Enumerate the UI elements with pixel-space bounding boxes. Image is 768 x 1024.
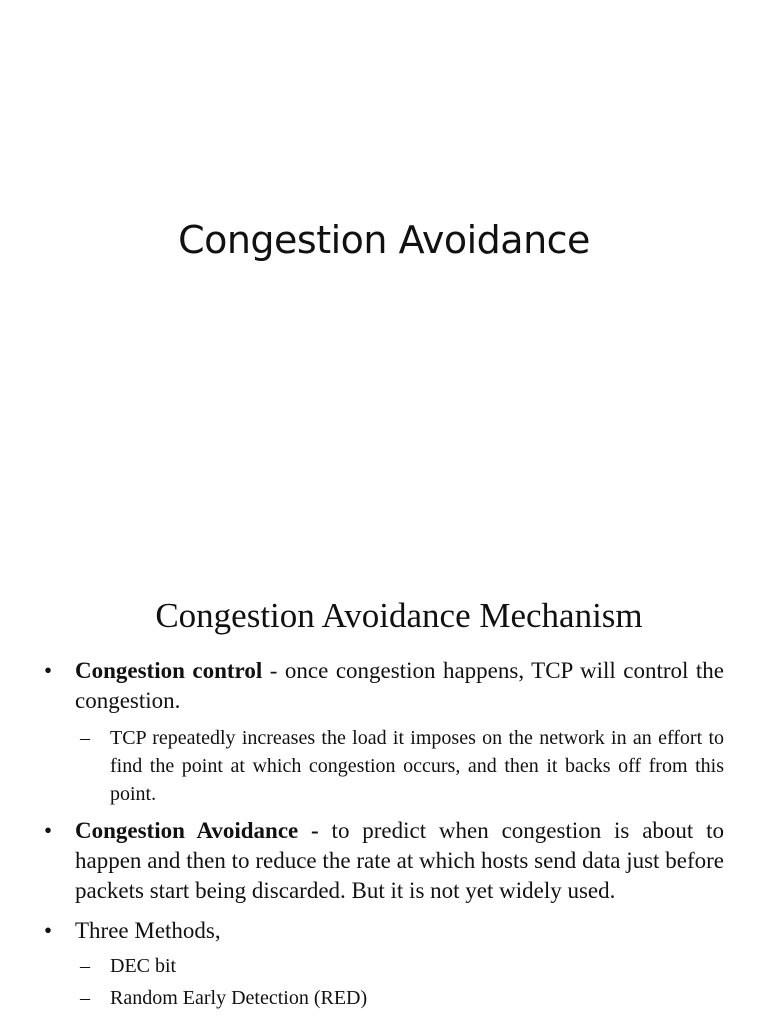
sub-bullet-text: DEC bit (110, 955, 177, 977)
bullet-mark: • (44, 658, 53, 683)
sub-bullet-mark: – (80, 955, 90, 977)
sub-bullet-tcp-load (44, 724, 724, 808)
bullet-text: Three Methods, (75, 918, 221, 943)
bullet-congestion-control (44, 656, 724, 716)
bullet-term: Congestion Avoidance - (75, 818, 319, 843)
slide2-content (44, 656, 724, 1012)
slide1-title: Congestion Avoidance (178, 218, 590, 262)
bullet-three-methods (44, 916, 724, 946)
slide2-title: Congestion Avoidance Mechanism (155, 596, 643, 635)
bullet-term: Congestion control (75, 658, 263, 683)
sub-bullet-mark: – (80, 727, 90, 749)
bullet-text: to predict when congestion is about to happen and then to reduce the rate at which hosts send data just before packets start being discarded. But it is not yet widely used. (75, 818, 725, 903)
sub-bullet-red (44, 984, 724, 1012)
bullet-mark: • (44, 918, 53, 943)
bullet-mark: • (44, 818, 53, 843)
sub-bullet-dec-bit (44, 952, 724, 980)
bullet-congestion-avoidance (44, 816, 724, 906)
sub-bullet-mark: – (80, 987, 90, 1009)
sub-bullet-text: Random Early Detection (RED) (110, 987, 368, 1009)
bullet-text: - once congestion happens, TCP will control the congestion. (75, 658, 725, 713)
sub-bullet-text: TCP repeatedly increases the load it imposes on the network in an effort to find the point at which congestion occurs, and then it backs off from this point. (110, 727, 724, 805)
